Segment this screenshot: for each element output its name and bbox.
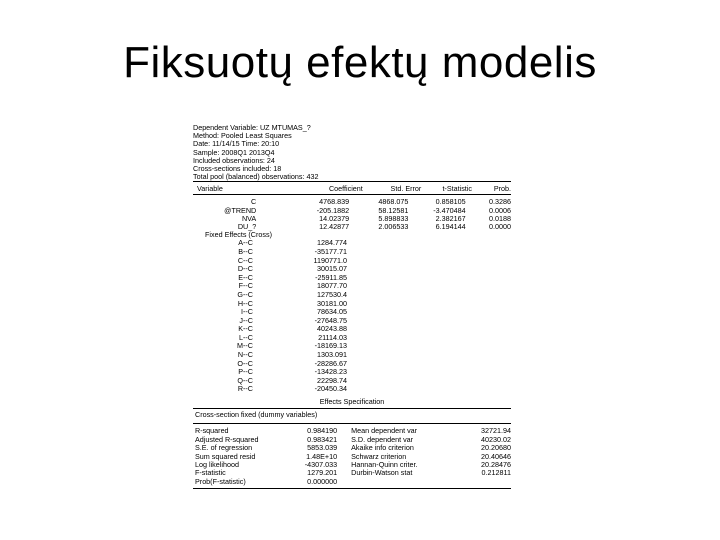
cell: 14.02379	[319, 213, 350, 223]
cross-section-id: C--C	[237, 255, 253, 265]
stat-label: Akaike info criterion	[351, 443, 414, 453]
effect-value: 30181.00	[317, 298, 347, 308]
cell: @TREND	[224, 205, 257, 215]
effect-value: -28286.67	[314, 358, 347, 368]
divider	[193, 181, 511, 182]
stat-label: Hannan-Quinn criter.	[351, 460, 418, 470]
cross-section-id: G--C	[237, 289, 253, 299]
cell: -3.470484	[433, 205, 466, 215]
effect-value: 22298.74	[317, 375, 347, 385]
cross-section-id: H--C	[237, 298, 253, 308]
divider	[193, 488, 511, 489]
header-line: Cross-sections included: 18	[193, 164, 282, 174]
stat-label: Schwarz criterion	[351, 451, 407, 461]
header-line: Sample: 2008Q1 2013Q4	[193, 147, 275, 157]
cell: 2.382167	[435, 213, 466, 223]
stats-table	[193, 427, 511, 486]
effect-value: -35177.71	[314, 246, 347, 256]
cell: 6.194144	[435, 221, 466, 231]
header-line: Total pool (balanced) observations: 432	[193, 172, 319, 182]
cross-section-id: R--C	[237, 384, 253, 394]
header-line: Dependent Variable: UZ MTUMAS_?	[193, 123, 311, 132]
cross-section-id: L--C	[239, 332, 253, 342]
cell: 0.3286	[489, 197, 511, 207]
header-line: Date: 11/14/15 Time: 20:10	[193, 139, 280, 149]
stat-value: 40230.02	[481, 434, 511, 444]
stat-label: Sum squared resid	[195, 451, 256, 461]
cell: 0.0000	[489, 221, 511, 231]
effect-value: -25911.85	[315, 272, 347, 282]
stats-row	[193, 478, 511, 486]
fixed-effects-label: Fixed Effects (Cross)	[205, 230, 272, 240]
effects-spec-title: Effects Specification	[319, 397, 385, 407]
stat-value: 0.984190	[307, 426, 338, 436]
cross-section-id: J--C	[239, 315, 253, 325]
cell: 2.006533	[378, 221, 409, 231]
col-header: t-Statistic	[442, 184, 472, 194]
stat-value: 20.40646	[481, 451, 511, 461]
cross-section-id: D--C	[237, 264, 253, 274]
stat-value	[454, 478, 511, 486]
cell: 0.0188	[489, 213, 511, 223]
cross-section-id: E--C	[238, 272, 253, 282]
stat-value: 1279.201	[307, 468, 338, 478]
cell: 12.42877	[319, 221, 350, 231]
coef-table-header	[193, 185, 511, 194]
col-header: Variable	[197, 184, 223, 194]
cross-section-id: K--C	[238, 324, 253, 334]
cross-section-id: N--C	[237, 350, 253, 360]
regression-output	[193, 124, 511, 512]
stat-label: S.E. of regression	[195, 443, 253, 453]
cross-section-id: A--C	[238, 238, 253, 248]
col-header: Prob.	[493, 184, 511, 194]
effect-value: 127530.4	[317, 289, 347, 299]
stat-value: 1.48E+10	[306, 451, 338, 461]
cross-section-id: M--C	[237, 341, 253, 351]
stat-value: 5853.039	[307, 443, 338, 453]
cell: 0.858105	[435, 197, 466, 207]
stat-value: 32721.94	[481, 426, 511, 436]
cross-section-id: O--C	[237, 358, 253, 368]
cell: 5.898833	[378, 213, 409, 223]
cell: 58.12581	[378, 205, 409, 215]
cross-section-id: B--C	[238, 246, 253, 256]
cell: 4868.075	[378, 197, 409, 207]
cell: 4768.839	[319, 197, 350, 207]
stat-label: F-statistic	[195, 468, 226, 478]
stat-label: S.D. dependent var	[351, 434, 414, 444]
stat-value: 0.212811	[481, 468, 511, 478]
fixed-effects-list	[193, 239, 511, 394]
divider	[193, 194, 511, 195]
stat-value: -4307.033	[304, 460, 338, 470]
cell: NVA	[241, 213, 257, 223]
cell: -205.1882	[316, 205, 350, 215]
effect-value: -18169.13	[314, 341, 347, 351]
cross-section-id: F--C	[238, 281, 253, 291]
stat-label: Durbin-Watson stat	[351, 468, 413, 478]
cross-section-id: I--C	[241, 307, 253, 317]
stat-label: R-squared	[195, 426, 229, 436]
divider	[193, 423, 511, 424]
effect-value: 78634.05	[317, 307, 347, 317]
effect-value: -20450.34	[314, 384, 347, 394]
divider	[193, 408, 511, 409]
stat-value: 20.20680	[481, 443, 511, 453]
header-line: Included observations: 24	[193, 155, 275, 165]
col-header: Coefficient	[328, 184, 363, 194]
stat-label	[337, 478, 454, 486]
effect-value: 1303.091	[317, 350, 347, 360]
stat-value: 20.28476	[481, 460, 511, 470]
output-header	[193, 124, 511, 181]
cell: DU_?	[237, 221, 257, 231]
cross-section-spec: Cross-section fixed (dummy variables)	[195, 410, 318, 420]
cell: C	[251, 197, 257, 207]
stat-value: 0.000000	[307, 476, 338, 486]
effect-value: -27648.75	[314, 315, 347, 325]
effect-value: 40243.88	[317, 324, 347, 334]
effect-value: 30015.07	[317, 264, 347, 274]
effect-value: -13428.23	[314, 367, 347, 377]
slide-title: Fiksuotų efektų modelis	[123, 38, 597, 87]
col-header: Std. Error	[390, 184, 422, 194]
effect-value: 1190771.0	[313, 255, 347, 265]
header-line: Method: Pooled Least Squares	[193, 131, 292, 141]
stat-label: Log likelihood	[195, 460, 239, 470]
effect-value: 21114.03	[318, 332, 347, 342]
cell: 0.0006	[489, 205, 511, 215]
stat-value: 0.983421	[307, 434, 338, 444]
effect-value: 1284.774	[317, 238, 347, 248]
stat-label: Adjusted R-squared	[195, 434, 259, 444]
cross-section-id: P--C	[238, 367, 253, 377]
fixed-effect-row	[193, 385, 511, 394]
stat-label: Prob(F-statistic)	[195, 476, 246, 486]
stat-label: Mean dependent var	[351, 426, 418, 436]
cross-section-id: Q--C	[237, 375, 253, 385]
effect-value: 18077.70	[317, 281, 347, 291]
